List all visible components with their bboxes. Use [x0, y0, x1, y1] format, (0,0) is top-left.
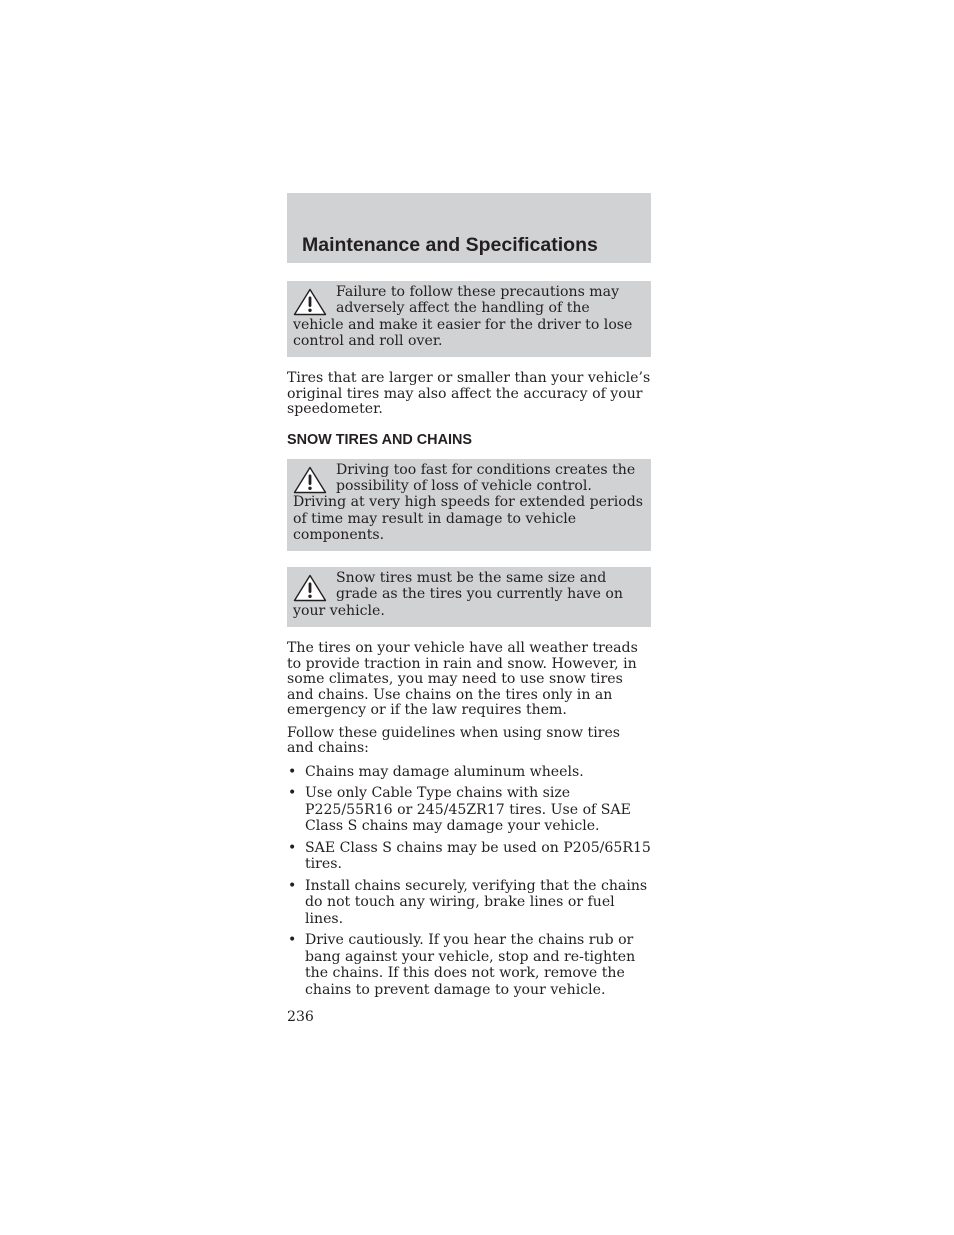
- bullet-icon: •: [288, 763, 297, 780]
- bullet-icon: •: [288, 839, 297, 856]
- warning-text: Failure to follow these precautions may adversely affect the handling of the vehicle and make it easier for the driver to lose control and roll over.: [293, 284, 633, 349]
- warning-triangle-icon: [293, 574, 327, 602]
- warning-triangle-icon: [293, 288, 327, 316]
- page-number: 236: [287, 1009, 314, 1026]
- warning-box-rollover: [287, 281, 651, 357]
- warning-triangle-icon: [293, 466, 327, 494]
- warning-box-snow-tires: [287, 567, 651, 627]
- warning-box-speed: [287, 459, 651, 551]
- warning-text: Snow tires must be the same size and grade as the tires you currently have on your vehicle.: [293, 570, 623, 619]
- paragraph-all-weather: The tires on your vehicle have all weather treads to provide traction in rain and snow. However, in some climates, you may need to use snow tires and chains. Use chains on the tires only in an emergency or if the law requires them.: [287, 640, 638, 719]
- list-item: [287, 785, 651, 835]
- list-item-text: Install chains securely, verifying that the chains do not touch any wiring, brake lines or fuel lines.: [305, 877, 648, 927]
- subheading-snow-tires: SNOW TIRES AND CHAINS: [287, 431, 472, 448]
- paragraph-guidelines-intro: Follow these guidelines when using snow tires and chains:: [287, 724, 621, 757]
- list-item: [287, 840, 651, 873]
- manual-page: [287, 193, 651, 1025]
- list-item: [287, 932, 651, 998]
- bullet-icon: •: [288, 785, 297, 802]
- list-item-text: Drive cautiously. If you hear the chains rub or bang against your vehicle, stop and re-tighten the chains. If this does not work, remove the chains to prevent damage to your vehicle.: [305, 932, 636, 998]
- list-item: [287, 878, 651, 928]
- guidelines-list: [287, 764, 651, 999]
- paragraph-tire-size: Tires that are larger or smaller than your vehicle’s original tires may also affect the accuracy of your speedometer.: [287, 370, 651, 418]
- list-item: [287, 764, 651, 781]
- list-item-text: SAE Class S chains may be used on P205/65R15 tires.: [305, 839, 651, 873]
- list-item-text: Use only Cable Type chains with size P225/55R16 or 245/45ZR17 tires. Use of SAE Class S chains may damage your vehicle.: [305, 785, 631, 835]
- bullet-icon: •: [288, 932, 297, 949]
- section-title: Maintenance and Specifications: [302, 234, 598, 256]
- bullet-icon: •: [288, 877, 297, 894]
- section-header: [287, 193, 651, 263]
- list-item-text: Chains may damage aluminum wheels.: [305, 763, 584, 780]
- warning-text: Driving too fast for conditions creates the possibility of loss of vehicle control. Driving at very high speeds for extended periods of time may result in damage to vehicle components.: [293, 461, 643, 543]
